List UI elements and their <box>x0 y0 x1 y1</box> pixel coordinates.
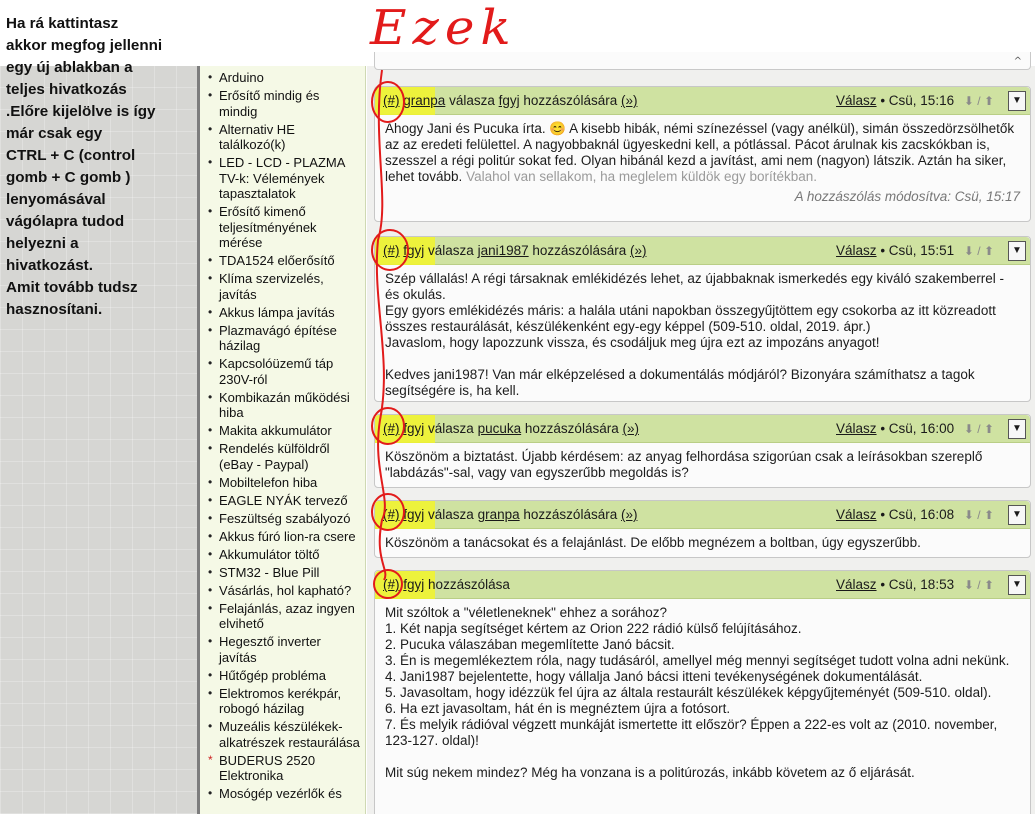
sidebar-topic-link[interactable]: Felajánlás, azaz ingyen elvihető <box>219 600 355 631</box>
instruction-line: teljes hivatkozás <box>6 81 127 98</box>
sidebar-topic-item[interactable] <box>200 441 365 472</box>
comment-verb: hozzászólása <box>428 577 510 592</box>
topic-sidebar <box>200 66 366 814</box>
sidebar-topic-link[interactable]: Vásárlás, hol kapható? <box>219 582 352 598</box>
comment-author[interactable]: granpa <box>403 93 446 108</box>
reply-button[interactable]: Válasz <box>836 243 877 258</box>
comment-time: • Csü, 16:00 <box>880 421 955 436</box>
sidebar-topic-item[interactable] <box>200 686 365 717</box>
thumbs-up-icon[interactable]: ⬆ <box>983 244 994 258</box>
sidebar-topic-item[interactable] <box>200 547 365 563</box>
previous-comment-bottom: ^ <box>374 52 1031 70</box>
comment-time: • Csü, 15:51 <box>880 243 955 258</box>
sidebar-topic-link[interactable]: Plazmavágó építése házilag <box>219 322 337 353</box>
topic-list <box>200 66 365 802</box>
instruction-line: egy új ablakban a <box>6 59 133 76</box>
sidebar-topic-item[interactable] <box>200 70 365 86</box>
sidebar-topic-link[interactable]: Klíma szervizelés, javítás <box>219 271 324 302</box>
reply-target-user[interactable]: granpa <box>477 507 520 522</box>
comment-body <box>375 265 1030 405</box>
comment-author[interactable]: fgyj <box>403 421 425 436</box>
bullet-icon: • <box>208 510 213 525</box>
sidebar-topic-link[interactable]: Erősítő kimenő teljesítményének mérése <box>219 204 317 250</box>
bullet-icon: • <box>208 786 213 800</box>
sidebar-topic-item[interactable] <box>200 88 365 119</box>
reply-button[interactable]: Válasz <box>836 577 877 592</box>
thumbs-down-icon[interactable]: ⬇ <box>963 94 974 108</box>
sidebar-topic-link[interactable]: Mosógép vezérlők és <box>219 786 342 801</box>
sidebar-topic-item[interactable] <box>200 511 365 527</box>
comment-header: (#) fgyj válasza jani1987 hozzászólására (») Válasz • Csü, 15:51 ⬇ / ⬆ ▼ <box>375 237 1030 265</box>
bullet-icon: • <box>208 271 213 285</box>
bullet-icon: • <box>208 492 213 507</box>
bullet-icon: • <box>208 253 213 267</box>
instruction-line: már csak egy <box>6 125 103 142</box>
sidebar-topic-link[interactable]: Makita akkumulátor <box>219 423 332 438</box>
sidebar-topic-item[interactable] <box>200 668 365 684</box>
bullet-icon: • <box>208 582 213 597</box>
comment-card <box>374 570 1031 814</box>
thumbs-up-icon[interactable]: ⬆ <box>983 422 994 436</box>
thumbs-down-icon[interactable]: ⬇ <box>963 422 974 436</box>
comment-verb: válasza <box>428 243 474 258</box>
thumbs-up-icon[interactable]: ⬆ <box>983 578 994 592</box>
comment-muted-text: Valahol van sellakom, ha meglelem küldök egy borítékban. <box>466 169 818 184</box>
thumbs-down-icon[interactable]: ⬇ <box>963 578 974 592</box>
comment-suffix: hozzászólására <box>532 243 627 258</box>
comment-text: Szép vállalás! A régi társaknak emlékidézés lehet, az újabbaknak ismerkedés egy kiváló szakemberrel - és okulás. Egy gyors emlékidézés máris: a halála utáni napokban összegyűjtöttem egy csokorba az itt közreadott összes restaurálását, készülékenként egy-egy képpel (509-510. oldal, 2019. ápr.) Javaslom, hogy lapozzunk vissza, és csodáljuk meg újra ezt az impozáns anyagot! Kedves jani1987! Van már elképzelésed a dokumentálás módjáról? Bizonyára számíthatsz a tagok segítségére is, ha kell. <box>385 271 1005 398</box>
sidebar-topic-link[interactable]: Feszültség szabályozó <box>219 510 351 526</box>
comment-header: (#) fgyj válasza granpa hozzászólására (») Válasz • Csü, 16:08 ⬇ / ⬆ ▼ <box>375 501 1030 529</box>
comment-header: (#) fgyj válasza pucuka hozzászólására (») Válasz • Csü, 16:00 ⬇ / ⬆ ▼ <box>375 415 1030 443</box>
sidebar-topic-item[interactable] <box>200 323 365 354</box>
comment-author[interactable]: fgyj <box>403 243 425 258</box>
comment-card <box>374 236 1031 402</box>
comment-author[interactable]: fgyj <box>403 577 425 592</box>
comment-card <box>374 500 1031 558</box>
bullet-icon: • <box>208 70 213 84</box>
instruction-line: lenyomásával <box>6 191 106 208</box>
sidebar-topic-link[interactable]: STM32 - Blue Pill <box>219 564 320 580</box>
sidebar-topic-link[interactable]: Erősítő mindig és mindig <box>219 88 320 119</box>
sidebar-topic-link[interactable]: LED - LCD - PLAZMA TV-k: Vélemények tapasztalatok <box>219 155 345 201</box>
comment-header: (#) fgyj hozzászólása Válasz • Csü, 18:53 ⬇ / ⬆ ▼ <box>375 571 1030 599</box>
parent-link[interactable]: (») <box>629 243 647 258</box>
permalink-hash[interactable]: (#) <box>383 421 400 436</box>
bullet-icon: • <box>208 564 213 579</box>
comment-body <box>375 115 1030 211</box>
sidebar-topic-link[interactable]: Alternativ HE találkozó(k) <box>219 121 295 152</box>
sidebar-topic-item[interactable] <box>200 155 365 202</box>
sidebar-topic-item[interactable] <box>200 204 365 251</box>
comment-body <box>375 599 1030 787</box>
comment-options-dropdown[interactable]: ▼ <box>1008 419 1026 439</box>
sidebar-topic-item[interactable] <box>200 529 365 545</box>
reply-target-user[interactable]: jani1987 <box>477 243 529 258</box>
comment-suffix: hozzászólására <box>523 93 618 108</box>
sidebar-topic-link[interactable]: Muzeális készülékek-alkatrészek restaurálása <box>219 719 360 750</box>
parent-link[interactable]: (») <box>622 421 639 436</box>
reply-button[interactable]: Válasz <box>836 507 877 522</box>
instruction-line: Amit tovább tudsz <box>6 279 138 296</box>
bullet-icon: • <box>208 634 213 648</box>
sidebar-topic-item[interactable] <box>200 786 365 802</box>
edited-note: A hozzászólás módosítva: Csü, 15:17 <box>794 189 1020 204</box>
bullet-icon: • <box>208 304 213 319</box>
comment-time: • Csü, 16:08 <box>880 507 955 522</box>
bullet-icon: • <box>208 423 213 437</box>
bullet-icon: • <box>208 88 213 102</box>
bullet-icon: • <box>208 667 213 682</box>
comment-text: Mit szóltok a "véletleneknek" ehhez a sorához? 1. Két napja segítséget kértem az Orion 222 rádió külső felújításához. 2. Pucuka válaszában megemlítette Janó bácsit. 3. Én is megemlékeztem róla, nagy tudásáról, amellyel még mennyi segítséget tudott volna adni nekünk. 4. Jani1987 bejelentette, hogy vállalja Janó bácsi itteni tevékenységének dokumentálását. 5. Javasoltam, hogy idézzük fel újra az általa restaurált készülékek képgyűjteményét (509-510. oldal). 6. Ha ezt javasoltam, hát én is megnéztem újra a fotósort. 7. És melyik rádióval végzett munkáját ismertette itt először? Éppen a 222-es volt az (2010. november, 123-127. oldal)! Mit súg nekem mindez? Még ha vonzana is a politúrozás, inkább követem az ő eljárását. <box>385 605 1010 780</box>
comment-verb: válasza <box>428 421 474 436</box>
instruction-line: vágólapra tudod <box>6 213 125 230</box>
thumbs-down-icon[interactable]: ⬇ <box>963 508 974 522</box>
reply-target-user[interactable]: fgyj <box>498 93 520 108</box>
comment-verb: válasza <box>449 93 495 108</box>
sidebar-topic-item[interactable] <box>200 601 365 632</box>
parent-link[interactable]: (») <box>620 93 638 108</box>
sidebar-topic-item[interactable] <box>200 634 365 665</box>
sidebar-topic-item[interactable] <box>200 493 365 509</box>
bullet-icon: • <box>208 600 213 615</box>
sidebar-topic-link[interactable]: Kombikazán működési hiba <box>219 389 350 420</box>
star-bullet-icon: * <box>208 752 213 767</box>
comment-header: (#) granpa válasza fgyj hozzászólására (») Válasz • Csü, 15:16 ⬇ / ⬆ ▼ <box>375 87 1030 115</box>
bullet-icon: • <box>208 546 213 561</box>
sidebar-topic-link[interactable]: Akkumulátor töltő <box>219 546 320 562</box>
bullet-icon: • <box>208 121 213 136</box>
permalink-hash[interactable]: (#) <box>383 243 400 258</box>
sidebar-topic-link[interactable]: Hegesztő inverter javítás <box>219 634 321 665</box>
thumbs-down-icon[interactable]: ⬇ <box>963 244 974 258</box>
comment-options-dropdown[interactable]: ▼ <box>1008 241 1026 261</box>
comment-text: Köszönöm a biztatást. Újabb kérdésem: az anyag felhordása szigorúan csak a leírásokban szereplő "labdázás"-sal, vagy van egyszerűbb megoldás is? <box>385 449 987 480</box>
sidebar-topic-item[interactable] <box>200 122 365 153</box>
instruction-line: gomb + C gomb ) <box>6 169 131 186</box>
sidebar-topic-link[interactable]: Akkus lámpa javítás <box>219 304 335 320</box>
comment-body <box>375 529 1030 557</box>
sidebar-topic-item[interactable] <box>200 305 365 321</box>
bullet-icon: • <box>208 204 213 218</box>
instruction-line: akkor megfog jellenni <box>6 37 163 54</box>
sidebar-topic-item[interactable] <box>200 356 365 387</box>
sidebar-topic-link[interactable]: Kapcsolóüzemű táp 230V-ról <box>219 356 334 387</box>
comment-body <box>375 443 1030 487</box>
instruction-line: .Előre kijelölve is így <box>6 103 156 120</box>
sidebar-topic-item[interactable] <box>200 253 365 269</box>
thumbs-up-icon[interactable]: ⬆ <box>983 94 994 108</box>
comment-author[interactable]: fgyj <box>403 507 425 522</box>
permalink-hash[interactable]: (#) <box>383 577 400 592</box>
sidebar-topic-link[interactable]: Akkus fúró lion-ra csere <box>219 528 356 544</box>
instruction-text <box>6 13 196 321</box>
sidebar-topic-item[interactable] <box>200 583 365 599</box>
comment-options-dropdown[interactable]: ▼ <box>1008 91 1026 111</box>
comment-options-dropdown[interactable]: ▼ <box>1008 505 1026 525</box>
sidebar-topic-link[interactable]: Rendelés külföldről (eBay - Paypal) <box>219 441 330 472</box>
instruction-line: hasznosítani. <box>6 301 103 318</box>
sidebar-topic-link[interactable]: Elektromos kerékpár, robogó házilag <box>219 685 342 716</box>
bullet-icon: • <box>208 719 213 733</box>
comment-card <box>374 414 1031 488</box>
bullet-icon: • <box>208 685 213 700</box>
bullet-icon: • <box>208 528 213 543</box>
comment-time: • Csü, 18:53 <box>880 577 955 592</box>
handwritten-annotation: Ezek <box>370 0 517 56</box>
instruction-line: Ha rá kattintasz <box>6 15 119 32</box>
comment-card <box>374 86 1031 222</box>
sidebar-topic-item[interactable] <box>200 753 365 784</box>
bullet-icon: • <box>208 389 213 404</box>
sidebar-topic-item[interactable] <box>200 271 365 302</box>
bullet-icon: • <box>208 322 213 337</box>
sidebar-topic-link[interactable]: EAGLE NYÁK tervező <box>219 492 348 508</box>
permalink-hash[interactable]: (#) <box>383 93 400 108</box>
sidebar-topic-link[interactable]: TDA1524 előerősítő <box>219 253 335 268</box>
parent-link[interactable]: (») <box>620 507 638 522</box>
bullet-icon: • <box>208 155 213 169</box>
bullet-icon: • <box>208 441 213 455</box>
instruction-line: helyezni a <box>6 235 79 252</box>
permalink-hash[interactable]: (#) <box>383 507 400 522</box>
sidebar-topic-item[interactable] <box>200 565 365 581</box>
instruction-line: CTRL + C (control <box>6 147 136 164</box>
comment-suffix: hozzászólására <box>523 507 618 522</box>
reply-button[interactable]: Válasz <box>836 421 877 436</box>
comment-text: Köszönöm a tanácsokat és a felajánlást. De előbb megnézem a boltban, úgy egyszerűbb. <box>385 535 921 550</box>
bullet-icon: • <box>208 356 213 370</box>
sidebar-topic-item[interactable] <box>200 423 365 439</box>
sidebar-topic-link[interactable]: BUDERUS 2520 Elektronika <box>219 752 316 783</box>
reply-button[interactable]: Válasz <box>836 93 877 108</box>
comment-suffix: hozzászólására <box>524 421 619 436</box>
thumbs-up-icon[interactable]: ⬆ <box>983 508 994 522</box>
comment-text: Ahogy Jani és Pucuka írta. 😊 A kisebb hibák, némi színezéssel (vagy anélkül), simán összedörzsölhetők az az eredeti felülettel. A nagyobbaknál ügyeskedni kell, a pótlással. Pácot árulnak kis zacskókban is, szesszel a régi politúr sokat fed. Olyan hibánál kezd a javítást, ami nem (nagyon) látszik. Aztán ha siker, lehet tovább. Valahol van sellakom, ha meglelem küldök egy borítékban. <box>385 121 1018 184</box>
comment-verb: válasza <box>428 507 474 522</box>
sidebar-topic-item[interactable] <box>200 390 365 421</box>
comment-time: • Csü, 15:16 <box>880 93 955 108</box>
sidebar-topic-item[interactable] <box>200 719 365 750</box>
comment-options-dropdown[interactable]: ▼ <box>1008 575 1026 595</box>
reply-target-user[interactable]: pucuka <box>477 421 522 436</box>
left-annotation-panel <box>0 0 197 814</box>
bullet-icon: • <box>208 474 213 489</box>
instruction-line: hivatkozást. <box>6 257 93 274</box>
sidebar-topic-item[interactable] <box>200 475 365 491</box>
sidebar-topic-link[interactable]: Arduino <box>219 70 264 85</box>
sidebar-topic-link[interactable]: Mobiltelefon hiba <box>219 474 318 490</box>
sidebar-topic-link[interactable]: Hűtőgép probléma <box>219 667 326 683</box>
